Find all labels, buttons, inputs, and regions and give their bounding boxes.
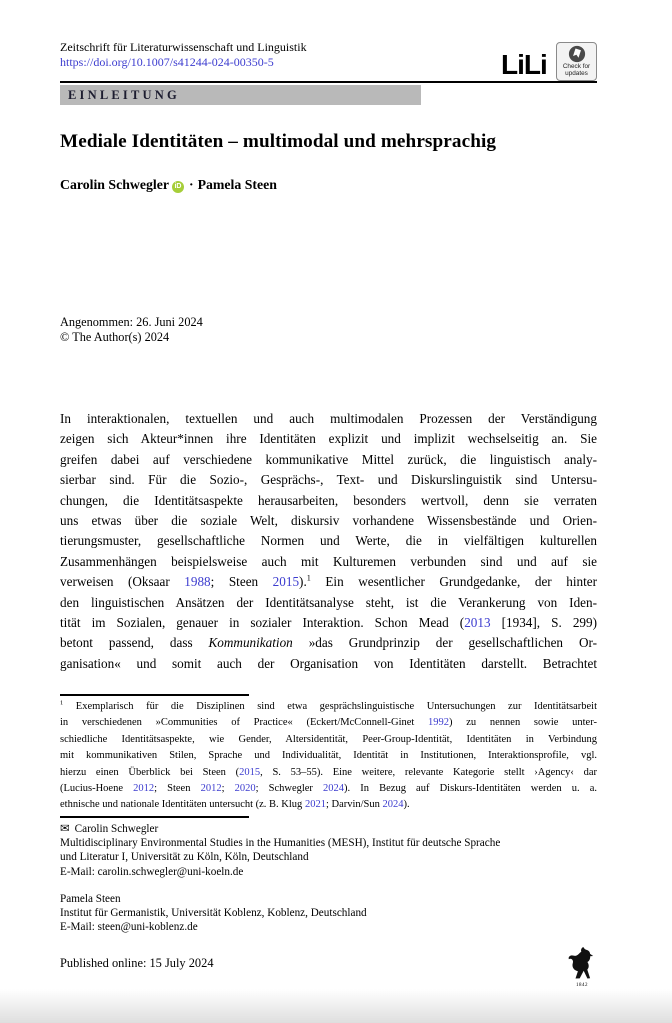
author-line — [60, 177, 597, 193]
text-line: mit kommunikativen Stilen, Sprache und Individualität, Identität in Institutionen, Interaktionsprofile, vgl. — [60, 750, 597, 762]
journal-name: Zeitschrift für Literaturwissenschaft und Linguistik — [60, 40, 307, 54]
journal-logo: LiLi — [501, 49, 547, 80]
author-name-2: Pamela Steen — [197, 177, 277, 192]
text-line: Multidisciplinary Environmental Studies in the Humanities (MESH), Institut für deutsche Sprache — [60, 837, 501, 850]
text-line: sierbar sind. Für die Sozio-, Gesprächs-, Text- und Diskurslinguistik sind Untersu- — [60, 472, 597, 488]
text-line: uns etwas über die soziale Welt, diskursiv vorhandene Wissensbestände und Orien- — [60, 513, 597, 529]
text-line: chungen, die Identitätsaspekte herausarbeiten, besonders wertvoll, denn sie verraten — [60, 492, 597, 508]
text-line: in verschiedenen »Communities of Practice« (Eckert/McConnell-Ginet 1992) zu nennen sowie unter- — [60, 717, 597, 729]
footnote-marker: 1 — [306, 573, 311, 583]
corresponding-author-line — [60, 822, 597, 836]
text-line: $^1$ Exemplarisch für die Disziplinen sind etwa gesprächslinguistische Untersuchungen zur Identitätsarbeit — [60, 699, 597, 712]
email-1: E-Mail: carolin.schwegler@uni-koeln.de — [60, 865, 244, 878]
text-line: ethnische und nationale Identitäten untersucht (z. B. Klug 2021; Darvin/Sun 2024). — [60, 799, 410, 811]
email-2: E-Mail: steen@uni-koblenz.de — [60, 921, 198, 934]
text-line: und Literatur I, Universität zu Köln, Köln, Deutschland — [60, 851, 309, 864]
author-name-1: Carolin Schwegler — [60, 177, 169, 192]
springer-founding-year: 1842 — [576, 983, 588, 988]
affiliation-2 — [60, 906, 597, 920]
citation-link[interactable]: 2015 — [272, 574, 300, 590]
corresponding-author-name: Carolin Schwegler — [74, 823, 159, 835]
text-line: betont passend, dass Kommunikation »das Grundprinzip der gesellschaftlichen Or- — [60, 635, 597, 651]
check-for-updates-label: updates — [565, 70, 588, 77]
check-for-updates-badge[interactable] — [556, 42, 597, 81]
affiliation-1 — [60, 836, 597, 864]
text-line: greifen dabei auf verschiedene kommunikative Mittel zurück, die linguistisch analy- — [60, 451, 597, 467]
text-line: zeigen sich Akteur*innen ihre Identitäten explizit und implizit wechselseitig an. Sie — [60, 431, 597, 447]
correspondence-block — [60, 822, 597, 934]
check-for-updates-label: Check for — [562, 63, 591, 70]
doi-link[interactable]: https://doi.org/10.1007/s41244-024-00350-5 — [60, 55, 274, 69]
accepted-date: Angenommen: 26. Juni 2024 — [60, 315, 203, 329]
text-line: Institut für Germanistik, Universität Koblenz, Koblenz, Deutschland — [60, 907, 367, 920]
footnote — [60, 699, 597, 814]
text-line: tität im Sozialen, genauer in sozialer Interaktion. Schon Mead (2013 [1934], S. 299) — [60, 615, 597, 631]
text-line: den linguistischen Ansätzen der Identitätsanalyse steht, ist die Verankerung von Iden- — [60, 594, 597, 610]
citation-link[interactable]: 2020 — [234, 783, 256, 795]
text-line: Zusammenhängen beispielsweise auch mit Kulturemen verbunden sind und auf sie — [60, 553, 597, 569]
check-for-updates-icon — [568, 45, 586, 63]
section-label: EINLEITUNG — [68, 88, 180, 102]
article-body — [60, 409, 597, 674]
text-line: hierzu einen Überblick bei Steen (2015, S. 53–55). Eine weitere, relevante Kategorie stellt ›Agency‹ dar — [60, 766, 598, 778]
correspondence-rule — [60, 816, 249, 818]
citation-link[interactable]: 2013 — [464, 615, 491, 631]
citation-link[interactable]: 2012 — [133, 783, 155, 795]
author-separator: · — [188, 177, 194, 192]
springer-horse-logo — [560, 940, 604, 988]
spacer — [60, 879, 597, 892]
page-bottom-shadow — [0, 989, 672, 1023]
article-title: Mediale Identitäten – multimodal und mehrsprachig — [60, 131, 497, 152]
citation-link[interactable]: 2015 — [239, 766, 261, 778]
envelope-icon: ✉ — [60, 823, 70, 835]
horse-icon — [562, 940, 602, 980]
text-line: tierungsmuster, gesellschaftliche Normen und Werte, die in vielfältigen kulturellen — [60, 533, 597, 549]
text-line: verweisen (Oksaar 1988; Steen 2015).$^1$ Ein wesentlicher Grundgedanke, der hinter — [60, 573, 597, 590]
header-rule — [60, 81, 597, 83]
citation-link[interactable]: 1988 — [184, 574, 211, 590]
text-line: In interaktionalen, textuellen und auch multimodalen Prozessen der Verständigung — [60, 411, 597, 426]
text-line: (Lucius-Hoene 2012; Steen 2012; 2020; Schwegler 2024). In Bezug auf Diskurs-Identitäten werden u. a. — [60, 783, 598, 795]
citation-link[interactable]: 2012 — [200, 783, 222, 795]
text-line: ganisation« und somit auch der Organisation von Identitäten darstellt. Betrachtet — [60, 655, 597, 671]
citation-link[interactable]: 2024 — [323, 783, 345, 795]
published-online: Published online: 15 July 2024 — [60, 956, 214, 970]
citation-link[interactable]: 1992 — [428, 717, 450, 729]
section-banner — [60, 85, 421, 105]
author-2-name: Pamela Steen — [60, 892, 121, 905]
text-line: schiedliche Identitätsaspekte, wie Gender, Altersidentität, Peer-Group-Identität, Identitäten in Verbindung — [60, 733, 597, 745]
footnote-marker: 1 — [60, 699, 64, 707]
italic-term: Kommunikation — [208, 635, 293, 651]
copyright-line: © The Author(s) 2024 — [60, 330, 170, 345]
citation-link[interactable]: 2024 — [382, 799, 404, 811]
citation-link[interactable]: 2021 — [304, 799, 326, 811]
footnote-rule — [60, 694, 249, 696]
article-history — [60, 315, 597, 345]
orcid-icon[interactable]: iD — [172, 181, 184, 193]
